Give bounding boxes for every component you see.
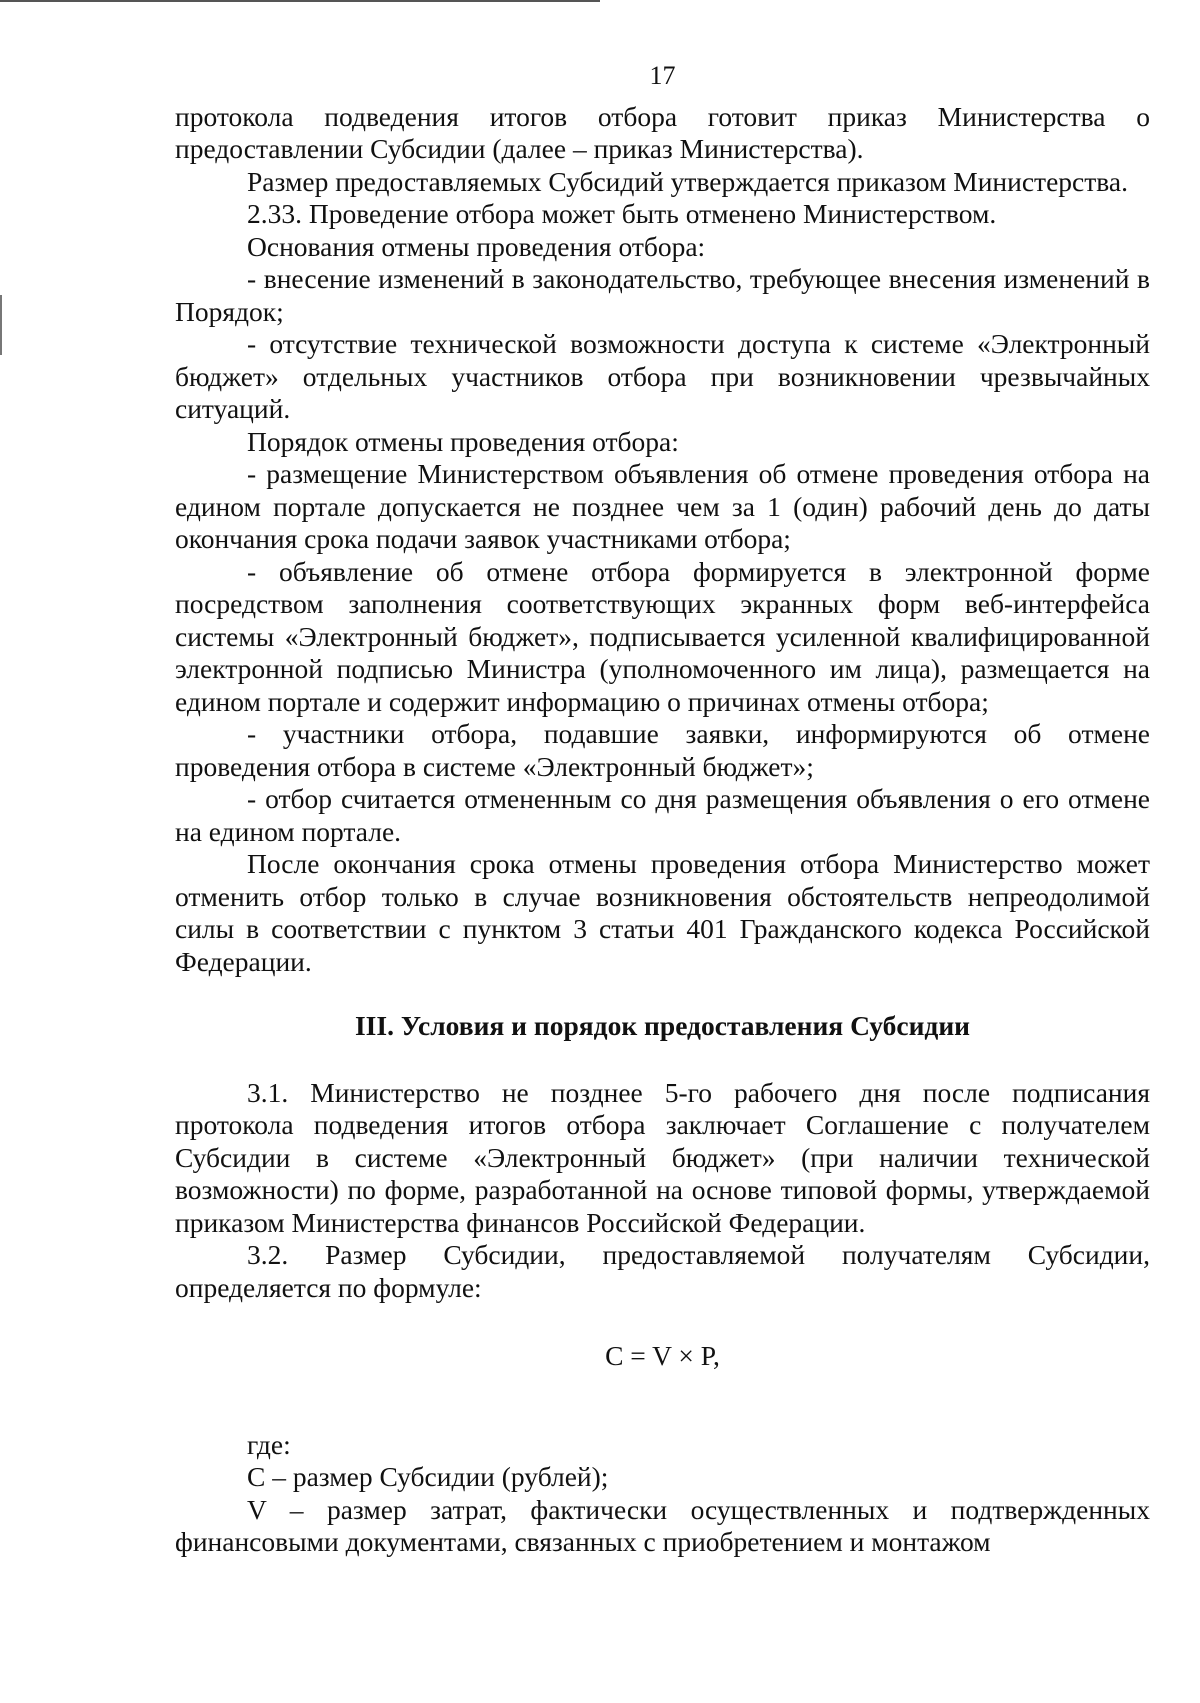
paragraphs-after-heading bbox=[175, 1077, 1150, 1305]
paragraph: - объявление об отмене отбора формируется в электронной форме посредством заполнения соответствующих экранных форм веб-интерфейса системы «Электронный бюджет», подписывается усиленной квалифицированной электронной подписью Министра (уполномоченного им лица), размещается на едином портале и содержит информацию о причинах отмены отбора; bbox=[175, 555, 1150, 717]
document-page bbox=[175, 60, 1150, 1559]
paragraph: Основания отмены проведения отбора: bbox=[247, 230, 706, 262]
paragraphs-before-heading bbox=[175, 101, 1150, 979]
paragraph: - участники отбора, подавшие заявки, информируются об отмене проведения отбора в системе «Электронный бюджет»; bbox=[175, 718, 1150, 782]
paragraph: V – размер затрат, фактически осуществленных и подтвержденных финансовыми документами, связанных с приобретением и монтажом bbox=[175, 1493, 1150, 1557]
paragraph: - отбор считается отмененным со дня размещения объявления о его отмене на едином портале. bbox=[175, 783, 1150, 847]
paragraph: где: bbox=[247, 1428, 291, 1460]
paragraph: Размер предоставляемых Субсидий утверждается приказом Министерства. bbox=[247, 165, 1128, 197]
page-number: 17 bbox=[649, 61, 676, 90]
paragraph: После окончания срока отмены проведения отбора Министерство может отменить отбор только в случае возникновения обстоятельств непреодолимой силы в соответствии с пунктом 3 статьи 401 Гражданского кодекса Российской Федерации. bbox=[175, 848, 1150, 977]
paragraphs-after-formula bbox=[175, 1429, 1150, 1559]
paragraph: 2.33. Проведение отбора может быть отменено Министерством. bbox=[247, 198, 997, 229]
paragraph: - отсутствие технической возможности доступа к системе «Электронный бюджет» отдельных участников отбора при возникновении чрезвычайных ситуаций. bbox=[175, 328, 1150, 424]
paragraph: - размещение Министерством объявления об отмене проведения отбора на едином портале допускается не позднее чем за 1 (один) рабочий день до даты окончания срока подачи заявок участниками отбора; bbox=[175, 458, 1150, 554]
formula: C = V × P, bbox=[605, 1340, 720, 1371]
scan-edge-top bbox=[0, 0, 600, 2]
paragraph: - внесение изменений в законодательство, требующее внесения изменений в Порядок; bbox=[175, 263, 1150, 327]
paragraph: Порядок отмены проведения отбора: bbox=[247, 425, 679, 457]
paragraph: 3.2. Размер Субсидии, предоставляемой получателям Субсидии, определяется по формуле: bbox=[175, 1239, 1150, 1303]
paragraph: C – размер Субсидии (рублей); bbox=[247, 1461, 609, 1492]
section-heading: III. Условия и порядок предоставления Субсидии bbox=[354, 1010, 971, 1041]
paragraph: протокола подведения итогов отбора готовит приказ Министерства о предоставлении Субсидии (далее – приказ Министерства). bbox=[175, 100, 1150, 164]
scan-edge-left bbox=[0, 295, 2, 355]
paragraph: 3.1. Министерство не позднее 5-го рабочего дня после подписания протокола подведения итогов отбора заключает Соглашение с получателем Субсидии в системе «Электронный бюджет» (при наличии технической возможности) по форме, разработанной на основе типовой формы, утверждаемой приказом Министерства финансов Российской Федерации. bbox=[175, 1076, 1150, 1238]
